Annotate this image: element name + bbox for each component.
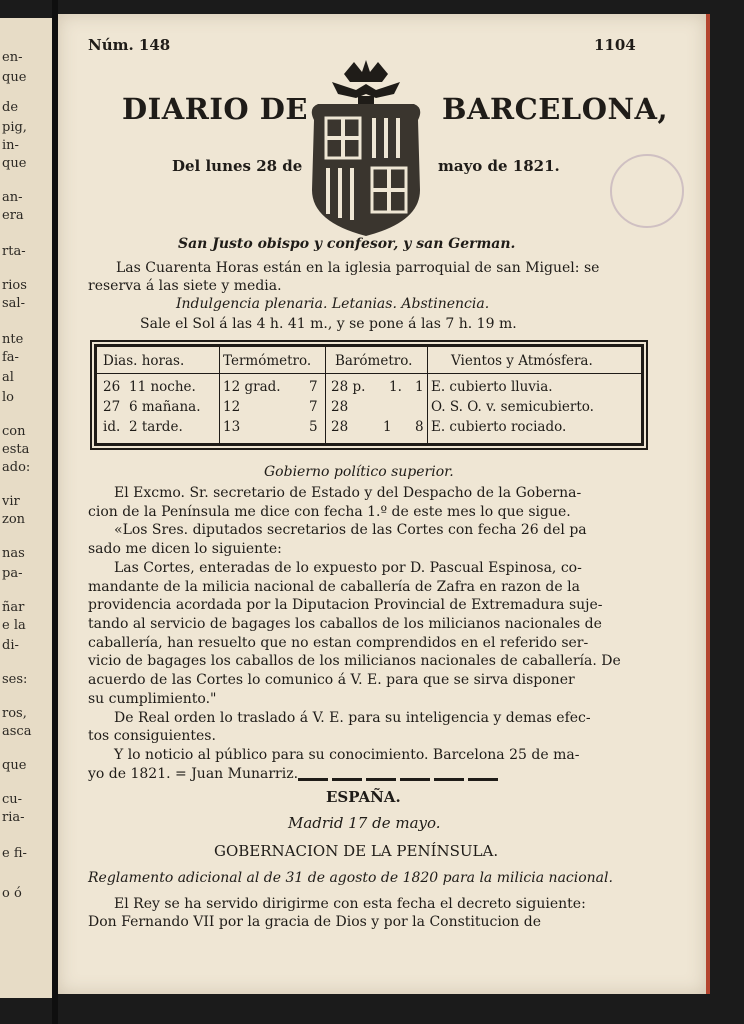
newspaper-page — [58, 14, 710, 994]
article-line: sado me dicen lo siguiente: — [88, 541, 282, 557]
adjacent-page-fragment: cu- — [2, 792, 23, 807]
adjacent-page-fragment: con — [2, 424, 26, 439]
row-time: 2 tarde. — [129, 419, 183, 435]
row-time: 6 mañana. — [129, 399, 201, 415]
table-header-thermometer: Termómetro. — [223, 353, 312, 369]
row-day: 27 — [103, 399, 121, 415]
article-line: «Los Sres. diputados secretarios de las Cortes con fecha 26 del pa — [114, 522, 587, 538]
adjacent-page-fragment: nas — [2, 546, 25, 561]
adjacent-page-fragment: ria- — [2, 810, 25, 825]
masthead-title-left: DIARIO DE — [122, 92, 308, 126]
row-therm: 13 — [223, 419, 241, 435]
article-line: yo de 1821. = Juan Munarriz. — [88, 766, 299, 782]
adjacent-page-fragment: ros, — [2, 706, 27, 721]
adjacent-page-fragment: al — [2, 370, 14, 385]
row-baro-points: 8 — [415, 419, 424, 435]
article-line: El Excmo. Sr. secretario de Estado y del Despacho de la Goberna- — [114, 485, 582, 501]
row-baro-lines: 1 — [383, 419, 392, 435]
adjacent-page-fragment: lo — [2, 390, 14, 405]
page-folio: 1104 — [594, 36, 636, 54]
row-therm: 12 — [223, 399, 241, 415]
barcelona-coat-of-arms-icon — [304, 60, 428, 238]
article-line: Las Cortes, enteradas de lo expuesto por D. Pascual Espinosa, co- — [114, 560, 582, 576]
adjacent-page-fragment: o ó — [2, 886, 22, 901]
adjacent-page-fragment: que — [2, 758, 27, 773]
adjacent-page-fragment: ñar — [2, 600, 25, 615]
row-baro-lines: 1. — [389, 379, 402, 395]
article-line: su cumplimiento." — [88, 691, 217, 707]
reglamento-title: Reglamento adicional al de 31 de agosto de 1820 para la milicia nacional. — [88, 870, 613, 886]
saints-of-the-day: San Justo obispo y confesor, y san German. — [178, 236, 516, 252]
article-line: tos consiguientes. — [88, 728, 216, 744]
adjacent-page-fragment: rios — [2, 278, 27, 293]
adjacent-page-fragment: asca — [2, 724, 32, 739]
row-baro: 28 — [331, 399, 349, 415]
notice-line-1: Las Cuarenta Horas están en la iglesia parroquial de san Miguel: se — [116, 260, 600, 276]
row-baro: 28 p. — [331, 379, 366, 395]
article-line: providencia acordada por la Diputacion Provincial de Extremadura suje- — [88, 597, 603, 613]
adjacent-page-fragment: pa- — [2, 566, 23, 581]
adjacent-page-fragment: e la — [2, 618, 26, 633]
sunrise-sunset-line: Sale el Sol á las 4 h. 41 m., y se pone á las 7 h. 19 m. — [140, 316, 517, 332]
adjacent-page-fragment: esta — [2, 442, 30, 457]
row-therm-lines: 7 — [309, 399, 318, 415]
date-line-left: Del lunes 28 de — [172, 157, 303, 175]
row-day: id. — [103, 419, 121, 435]
madrid-dateline: Madrid 17 de mayo. — [288, 814, 441, 832]
adjacent-page-fragment: sal- — [2, 296, 25, 311]
table-header-days: Dias. horas. — [103, 353, 185, 369]
adjacent-page-fragment: e fi- — [2, 846, 27, 861]
row-day: 26 — [103, 379, 121, 395]
article-line: caballería, han resuelto que no estan comprendidos en el referido ser- — [88, 635, 589, 651]
gobernacion-section: GOBERNACION DE LA PENÍNSULA. — [214, 842, 499, 860]
row-baro: 28 — [331, 419, 349, 435]
row-therm-lines: 5 — [309, 419, 318, 435]
adjacent-page-fragment: rta- — [2, 244, 26, 259]
row-wind: E. cubierto rociado. — [431, 419, 567, 435]
article-line: acuerdo de las Cortes lo comunico á V. E. para que se sirva disponer — [88, 672, 575, 688]
adjacent-page-fragment: era — [2, 208, 24, 223]
adjacent-page-fragment: ado: — [2, 460, 31, 475]
weather-table — [94, 344, 644, 446]
row-time: 11 noche. — [129, 379, 196, 395]
adjacent-page-fragment: que — [2, 156, 27, 171]
table-header-barometer: Barómetro. — [335, 353, 413, 369]
decree-line-2: Don Fernando VII por la gracia de Dios y por la Constitucion de — [88, 914, 541, 930]
library-stamp — [610, 154, 684, 228]
article-line: De Real orden lo traslado á V. E. para su inteligencia y demas efec- — [114, 710, 591, 726]
adjacent-page-fragment: pig, — [2, 120, 27, 135]
adjacent-page-fragment: fa- — [2, 350, 19, 365]
table-header-winds: Vientos y Atmósfera. — [451, 353, 593, 369]
adjacent-page-fragment: vir — [2, 494, 20, 509]
row-wind: E. cubierto lluvia. — [431, 379, 553, 395]
adjacent-page-fragment: an- — [2, 190, 23, 205]
adjacent-page-fragment: ses: — [2, 672, 28, 687]
article-line: Y lo noticio al público para su conocimiento. Barcelona 25 de ma- — [114, 747, 580, 763]
adjacent-page-fragment: de — [2, 100, 19, 115]
adjacent-page-fragment: que — [2, 70, 27, 85]
section-divider — [298, 778, 502, 781]
article-line: tando al servicio de bagages los caballos de los milicianos nacionales de — [88, 616, 602, 632]
date-line-right: mayo de 1821. — [438, 157, 560, 175]
gobierno-heading: Gobierno político superior. — [264, 464, 454, 480]
row-baro-points: 1 — [415, 379, 424, 395]
adjacent-page-fragment: en- — [2, 50, 23, 65]
masthead-title-right: BARCELONA, — [442, 92, 669, 126]
row-therm: 12 grad. — [223, 379, 281, 395]
espana-heading: ESPAÑA. — [326, 788, 401, 806]
article-line: vicio de bagages los caballos de los milicianos nacionales de caballería. De — [88, 653, 621, 669]
row-therm-lines: 7 — [309, 379, 318, 395]
adjacent-page-fragment: in- — [2, 138, 19, 153]
row-wind: O. S. O. v. semicubierto. — [431, 399, 594, 415]
notice-line-2: reserva á las siete y media. — [88, 278, 282, 294]
issue-number: Núm. 148 — [88, 36, 171, 54]
adjacent-page-fragment: nte — [2, 332, 24, 347]
article-line: cion de la Península me dice con fecha 1.º de este mes lo que sigue. — [88, 504, 571, 520]
adjacent-page-fragment: zon — [2, 512, 26, 527]
adjacent-page-edge — [0, 18, 54, 998]
adjacent-page-fragment: di- — [2, 638, 19, 653]
article-line: mandante de la milicia nacional de caballería de Zafra en razon de la — [88, 579, 580, 595]
indulgence-line: Indulgencia plenaria. Letanias. Abstinencia. — [176, 296, 490, 312]
decree-line-1: El Rey se ha servido dirigirme con esta fecha el decreto siguiente: — [114, 896, 586, 912]
